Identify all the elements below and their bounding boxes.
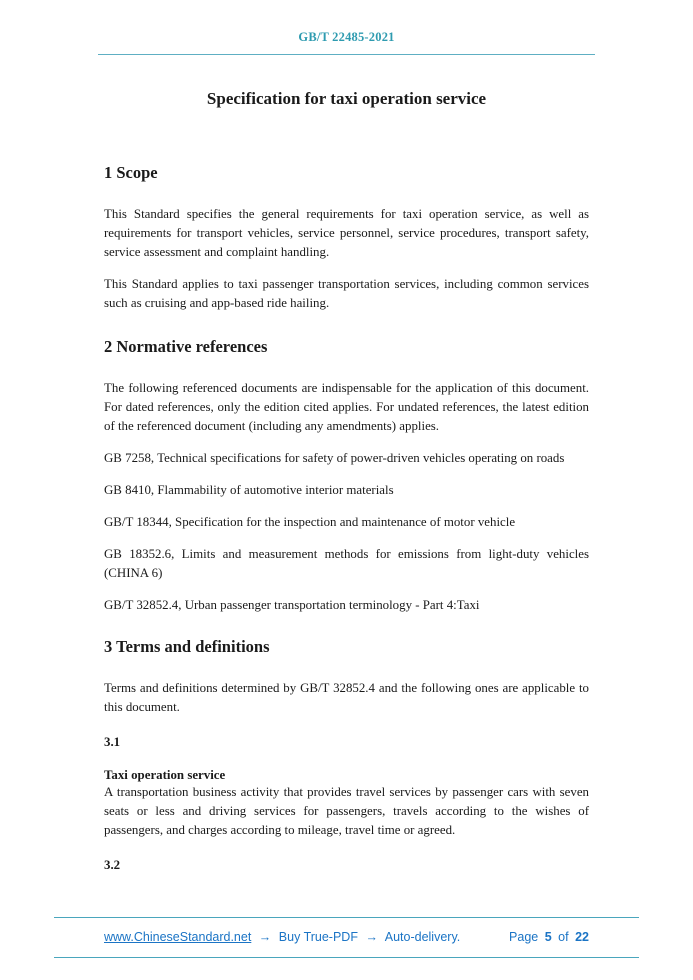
reference-item: GB/T 32852.4, Urban passenger transportation terminology - Part 4:Taxi [104,598,480,612]
section-heading-normative-references: 2 Normative references [104,337,268,356]
document-content [0,89,693,873]
arrow-right-icon: → [365,930,378,944]
term-number-3-2: 3.2 [104,858,121,872]
page-number: 5 [544,930,552,944]
term-definition-3-1: A transportation business activity that provides travel services by passenger cars with seven seats or less and driving services for passengers, travels according to the wishes of passengers, and charges according to mileage, travel time or agreed. [104,785,589,837]
document-title: Specification for taxi operation service [206,89,487,108]
page-label: Page [509,930,539,944]
footer-divider-bottom [54,957,639,958]
of-label: of [558,930,569,944]
total-pages: 22 [575,930,589,944]
term-title-taxi-operation-service: Taxi operation service [104,768,226,782]
reference-item: GB 8410, Flammability of automotive interior materials [104,483,394,497]
document-footer [0,917,693,980]
footer-delivery-text: Auto-delivery. [384,930,461,944]
section-heading-terms-definitions: 3 Terms and definitions [104,637,270,656]
reference-item: GB 7258, Technical specifications for safety of power-driven vehicles operating on roads [104,451,565,465]
footer-buy-text: Buy True-PDF [278,930,358,944]
reference-item: GB/T 18344, Specification for the inspection and maintenance of motor vehicle [104,515,516,529]
scope-paragraph-1: This Standard specifies the general requirements for taxi operation service, as well as requirements for transport vehicles, service personnel, service procedures, transport safety, service assessment and complaint handling. [104,207,589,259]
section-heading-scope: 1 Scope [104,163,158,182]
document-number-header: GB/T 22485-2021 [298,30,395,44]
arrow-right-icon: → [258,930,272,944]
page-indicator [506,930,589,944]
term-number-3-1: 3.1 [104,735,121,749]
scope-paragraph-2: This Standard applies to taxi passenger transportation services, including common services such as cruising and app-based ride hailing. [104,277,589,310]
reference-item: GB 18352.6, Limits and measurement methods for emissions from light-duty vehicles (CHINA 6) [104,547,589,580]
normative-paragraph-1: The following referenced documents are indispensable for the application of this document. For dated references, only the edition cited applies. For undated references, the latest edition of the referenced document (including any amendments) applies. [104,381,589,433]
footer-site-link[interactable]: www.ChineseStandard.net [104,930,252,944]
footer-promo-line [104,930,464,944]
terms-paragraph-1: Terms and definitions determined by GB/T 32852.4 and the following ones are applicable to this document. [104,681,589,714]
header-divider [98,54,595,55]
